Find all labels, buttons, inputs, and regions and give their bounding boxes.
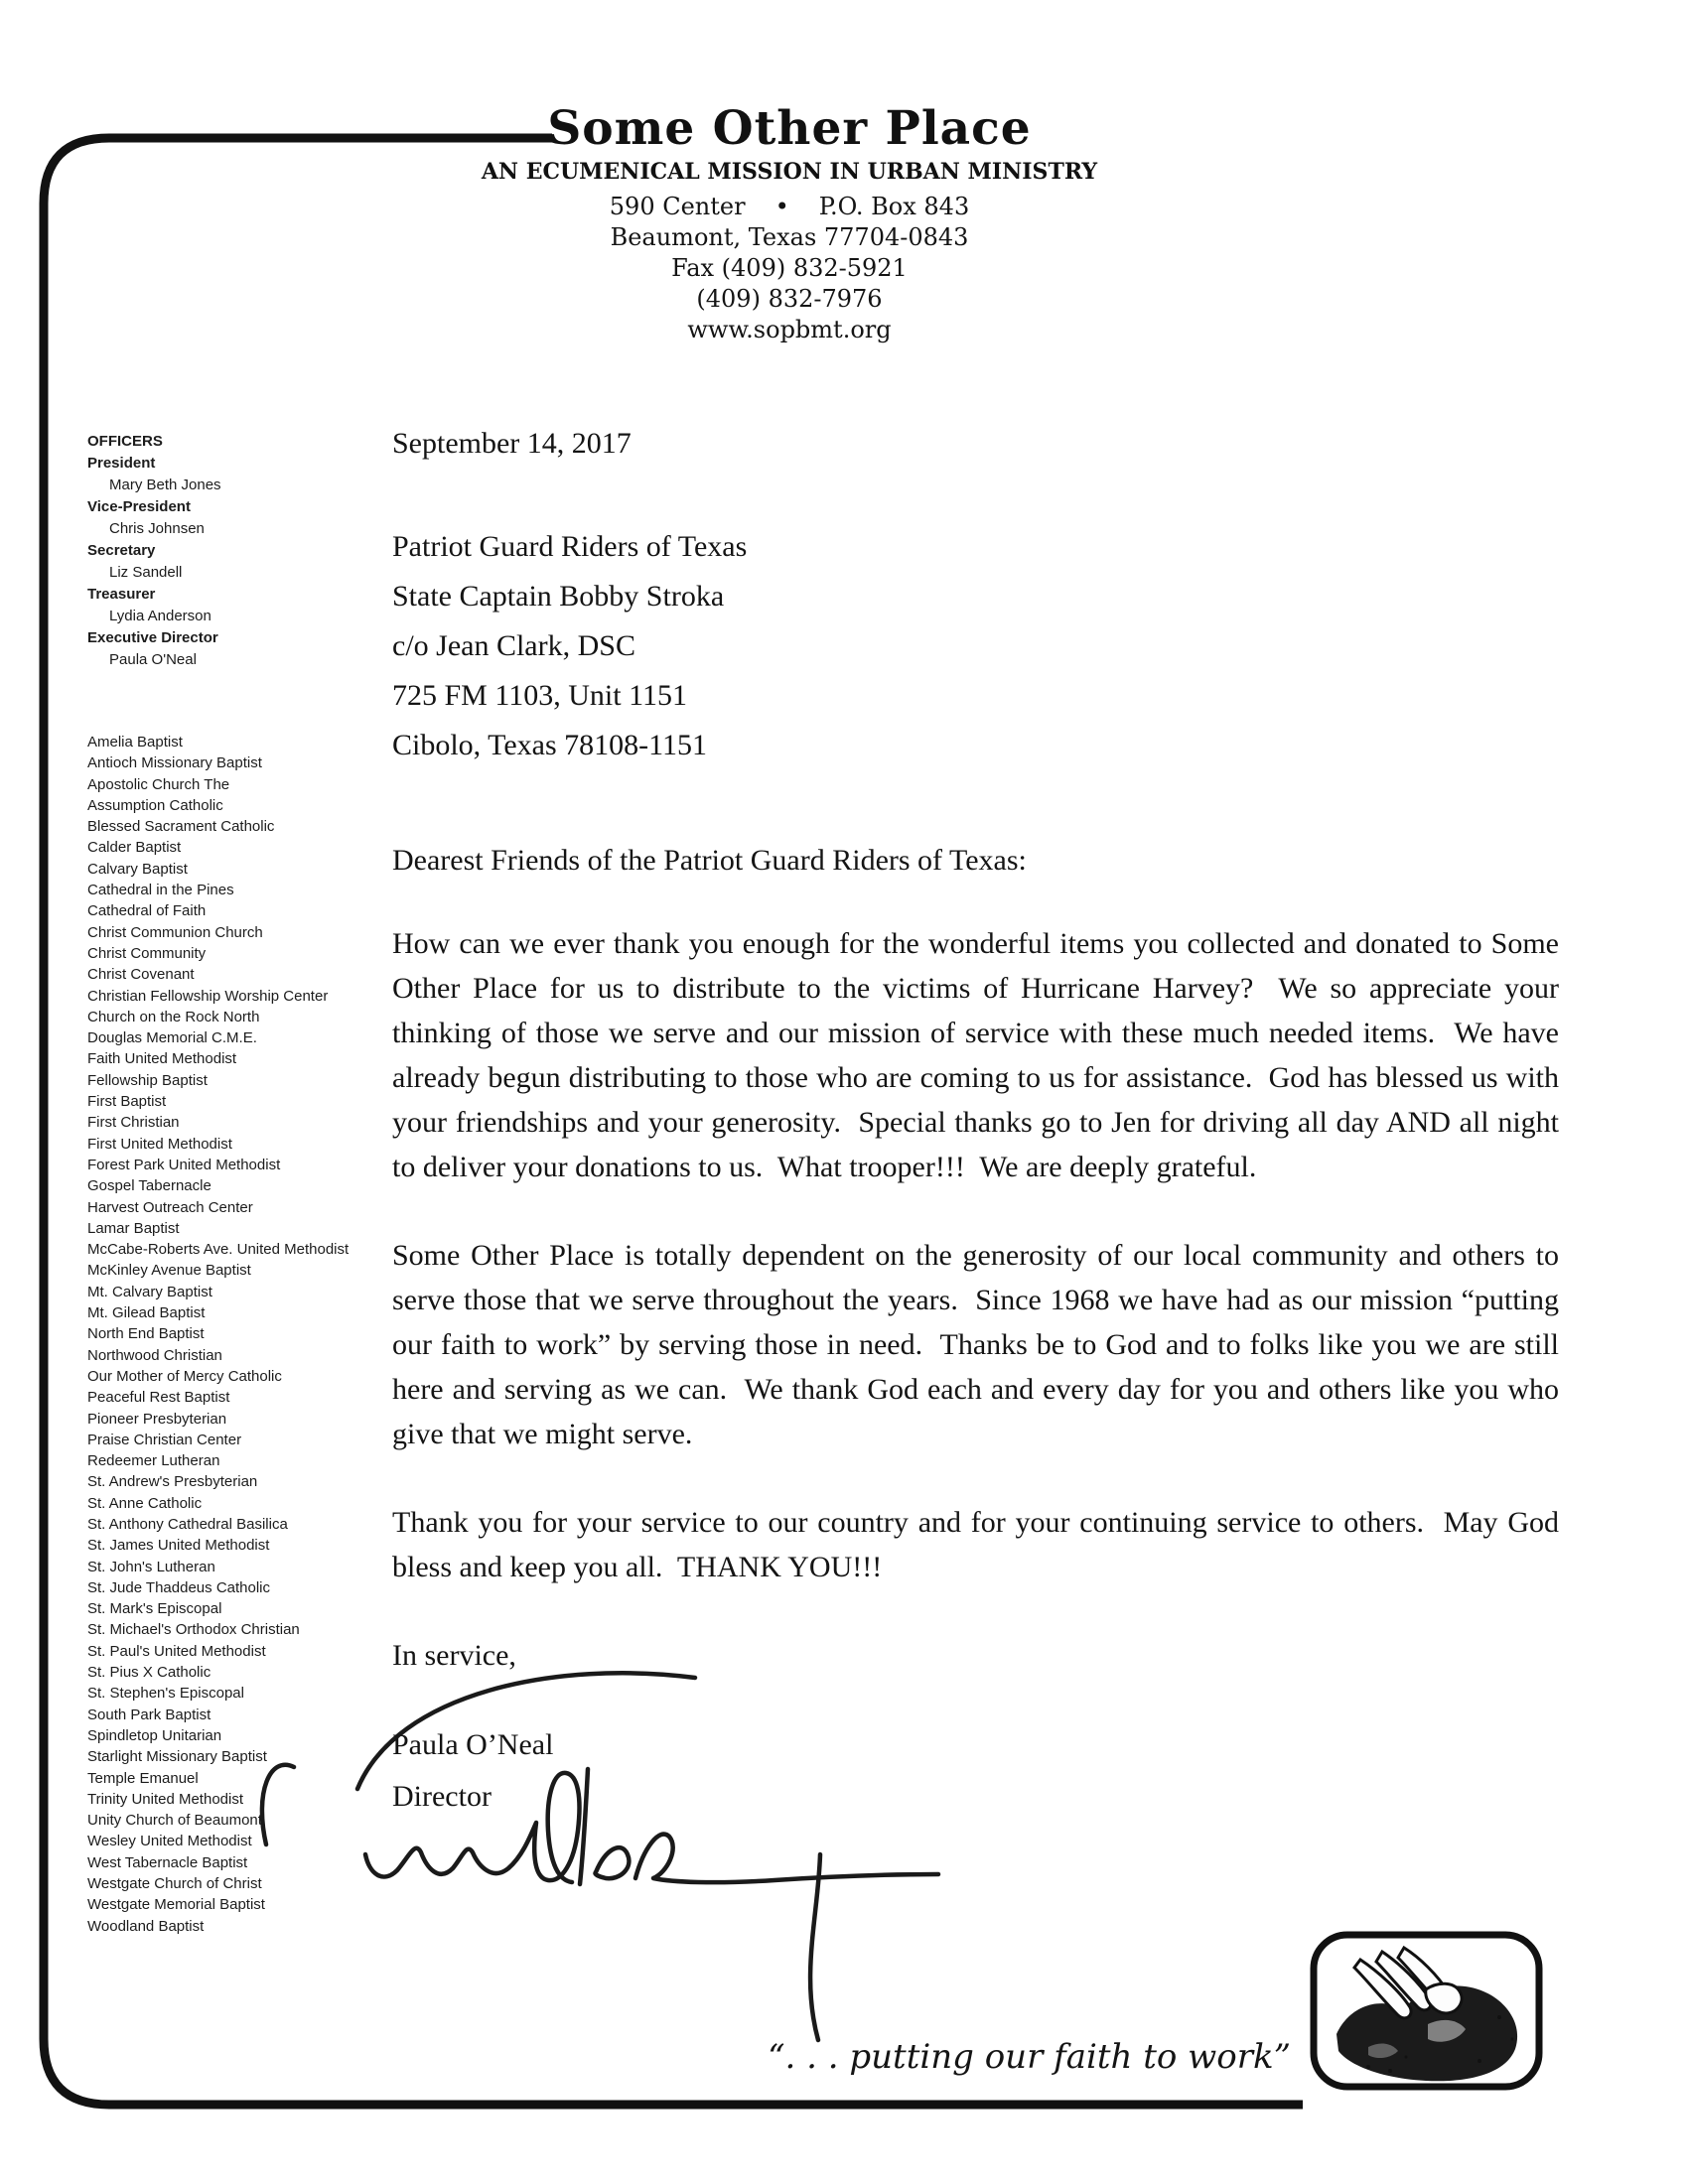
member-church: Christ Covenant (87, 966, 195, 984)
member-church: Mt. Gilead Baptist (87, 1304, 206, 1322)
officer-entry (87, 496, 221, 540)
member-church: St. Michael's Orthodox Christian (87, 1621, 300, 1639)
letter-body (392, 427, 1567, 1814)
member-church: Christian Fellowship Worship Center (87, 987, 329, 1005)
member-church: McKinley Avenue Baptist (87, 1262, 251, 1280)
member-church: St. John's Lutheran (87, 1558, 215, 1575)
member-church: Northwood Christian (87, 1346, 222, 1364)
member-church: St. Jude Thaddeus Catholic (87, 1578, 271, 1596)
member-church: First Baptist (87, 1093, 167, 1111)
motto-tagline: “. . . putting our faith to work” (768, 2037, 1291, 2077)
fax-number: Fax (409) 832-5921 (671, 253, 908, 282)
letter-paragraph: Some Other Place is totally dependent on the generosity of our local community and others to serve those that we serve throughout the years. Since 1968 we have had as our mission “putting our faith to work” by serving those in need. Thanks be to God and to folks like you we are still here and serving as we can. We thank God each and every day for you and others like you who give that we might serve. (392, 1239, 1567, 1450)
org-mission-line: AN ECUMENICAL MISSION IN URBAN MINISTRY (481, 158, 1098, 185)
officers-heading: OFFICERS (87, 433, 163, 450)
member-church: Unity Church of Beaumont (87, 1812, 262, 1830)
member-church: Woodland Baptist (87, 1917, 205, 1935)
address-line-1 (397, 192, 1182, 222)
recipient-address-line: Patriot Guard Riders of Texas (392, 530, 748, 563)
officer-name: Chris Johnsen (109, 520, 205, 537)
member-church: Mt. Calvary Baptist (87, 1283, 212, 1300)
signer-name: Paula O’Neal (392, 1728, 554, 1761)
member-church: Forest Park United Methodist (87, 1156, 281, 1173)
bullet-separator: • (774, 192, 789, 220)
recipient-address (392, 522, 1559, 770)
letter-paragraph: How can we ever thank you enough for the wonderful items you collected and donated to Some Other Place for us to distribute to the victims of Hurricane Harvey? We so appreciate your thinking of those we serve and our mission of service with these much needed items. We have already begun distributing to those who are coming to us for assistance. God has blessed us with your friendships and your generosity. Special thanks go to Jen for driving all day AND all night to deliver your donations to us. What trooper!!! We are deeply grateful. (392, 927, 1567, 1183)
member-church: Our Mother of Mercy Catholic (87, 1367, 282, 1385)
member-church: St. Anne Catholic (87, 1494, 203, 1512)
member-church: Amelia Baptist (87, 734, 183, 751)
street-address: 590 Center (609, 192, 746, 220)
member-church: Starlight Missionary Baptist (87, 1748, 267, 1766)
member-church: North End Baptist (87, 1325, 205, 1343)
member-church: Lamar Baptist (87, 1219, 180, 1237)
officers-list (87, 431, 221, 671)
member-church: St. Anthony Cathedral Basilica (87, 1515, 288, 1533)
member-church: South Park Baptist (87, 1706, 211, 1723)
po-box: P.O. Box 843 (818, 192, 970, 220)
signer-title: Director (392, 1780, 492, 1813)
member-church: St. Mark's Episcopal (87, 1600, 222, 1618)
member-church: Trinity United Methodist (87, 1790, 244, 1808)
member-church: Temple Emanuel (87, 1769, 199, 1787)
officer-name: Paula O'Neal (109, 651, 197, 668)
member-church: Church on the Rock North (87, 1008, 260, 1025)
member-church: First Christian (87, 1114, 180, 1132)
member-church: Faith United Methodist (87, 1050, 237, 1068)
website: www.sopbmt.org (687, 315, 892, 343)
letter-date: September 14, 2017 (392, 427, 632, 460)
member-church: Westgate Memorial Baptist (87, 1896, 265, 1914)
member-church: McCabe-Roberts Ave. United Methodist (87, 1241, 350, 1259)
phone-number: (409) 832-7976 (696, 284, 883, 313)
member-church: Pioneer Presbyterian (87, 1410, 227, 1428)
member-church: St. Paul's United Methodist (87, 1642, 266, 1660)
member-church: Cathedral in the Pines (87, 882, 234, 899)
officer-entry (87, 627, 221, 671)
member-church: West Tabernacle Baptist (87, 1853, 248, 1871)
letter-paragraph: Thank you for your service to our country and for your continuing service to others. May God bless and keep you all. THANK YOU!!! (392, 1506, 1567, 1583)
officer-name: Lydia Anderson (109, 608, 211, 624)
org-name: Some Other Place (547, 101, 1032, 156)
member-church: Fellowship Baptist (87, 1071, 208, 1089)
member-church: Harvest Outreach Center (87, 1198, 253, 1216)
officer-entry (87, 584, 221, 627)
member-church: Redeemer Lutheran (87, 1452, 220, 1470)
recipient-address-line: Cibolo, Texas 78108-1151 (392, 729, 708, 761)
member-church: Gospel Tabernacle (87, 1177, 211, 1195)
member-church: Douglas Memorial C.M.E. (87, 1029, 257, 1047)
member-church: Christ Communion Church (87, 923, 263, 941)
letter-paragraphs (392, 921, 1567, 1589)
member-church: Peaceful Rest Baptist (87, 1389, 230, 1407)
org-address-block (397, 192, 1182, 345)
letterhead (397, 103, 1182, 345)
officer-entry (87, 540, 221, 584)
member-church: St. James United Methodist (87, 1537, 270, 1555)
member-church: First United Methodist (87, 1135, 232, 1153)
member-church: Antioch Missionary Baptist (87, 754, 262, 772)
recipient-address-line: State Captain Bobby Stroka (392, 580, 725, 613)
member-church: St. Pius X Catholic (87, 1664, 211, 1682)
member-church: St. Andrew's Presbyterian (87, 1473, 258, 1491)
clasped-hands-logo (1309, 1930, 1544, 2092)
member-church: Apostolic Church The (87, 775, 230, 793)
member-church: St. Stephen's Episcopal (87, 1685, 244, 1703)
member-church: Westgate Church of Christ (87, 1875, 262, 1893)
city-state-zip: Beaumont, Texas 77704-0843 (610, 222, 969, 251)
officer-name: Liz Sandell (109, 564, 183, 581)
officer-title: Vice-President (87, 498, 191, 515)
member-churches-list (87, 732, 349, 1937)
officer-entry (87, 453, 221, 496)
member-church: Wesley United Methodist (87, 1833, 252, 1850)
recipient-address-line: c/o Jean Clark, DSC (392, 629, 635, 662)
member-church: Calvary Baptist (87, 860, 188, 878)
member-church: Christ Community (87, 944, 207, 962)
member-church: Praise Christian Center (87, 1431, 242, 1448)
member-church: Blessed Sacrament Catholic (87, 818, 275, 836)
salutation: Dearest Friends of the Patriot Guard Riders of Texas: (392, 844, 1027, 877)
recipient-address-line: 725 FM 1103, Unit 1151 (392, 679, 687, 712)
member-church: Spindletop Unitarian (87, 1726, 222, 1744)
officer-title: President (87, 455, 156, 472)
officer-title: Executive Director (87, 629, 218, 646)
closing-line: In service, (392, 1639, 516, 1672)
member-church: Calder Baptist (87, 839, 182, 857)
member-church: Cathedral of Faith (87, 902, 207, 920)
officer-title: Secretary (87, 542, 156, 559)
officer-title: Treasurer (87, 586, 156, 603)
officer-name: Mary Beth Jones (109, 477, 221, 493)
member-church: Assumption Catholic (87, 796, 223, 814)
